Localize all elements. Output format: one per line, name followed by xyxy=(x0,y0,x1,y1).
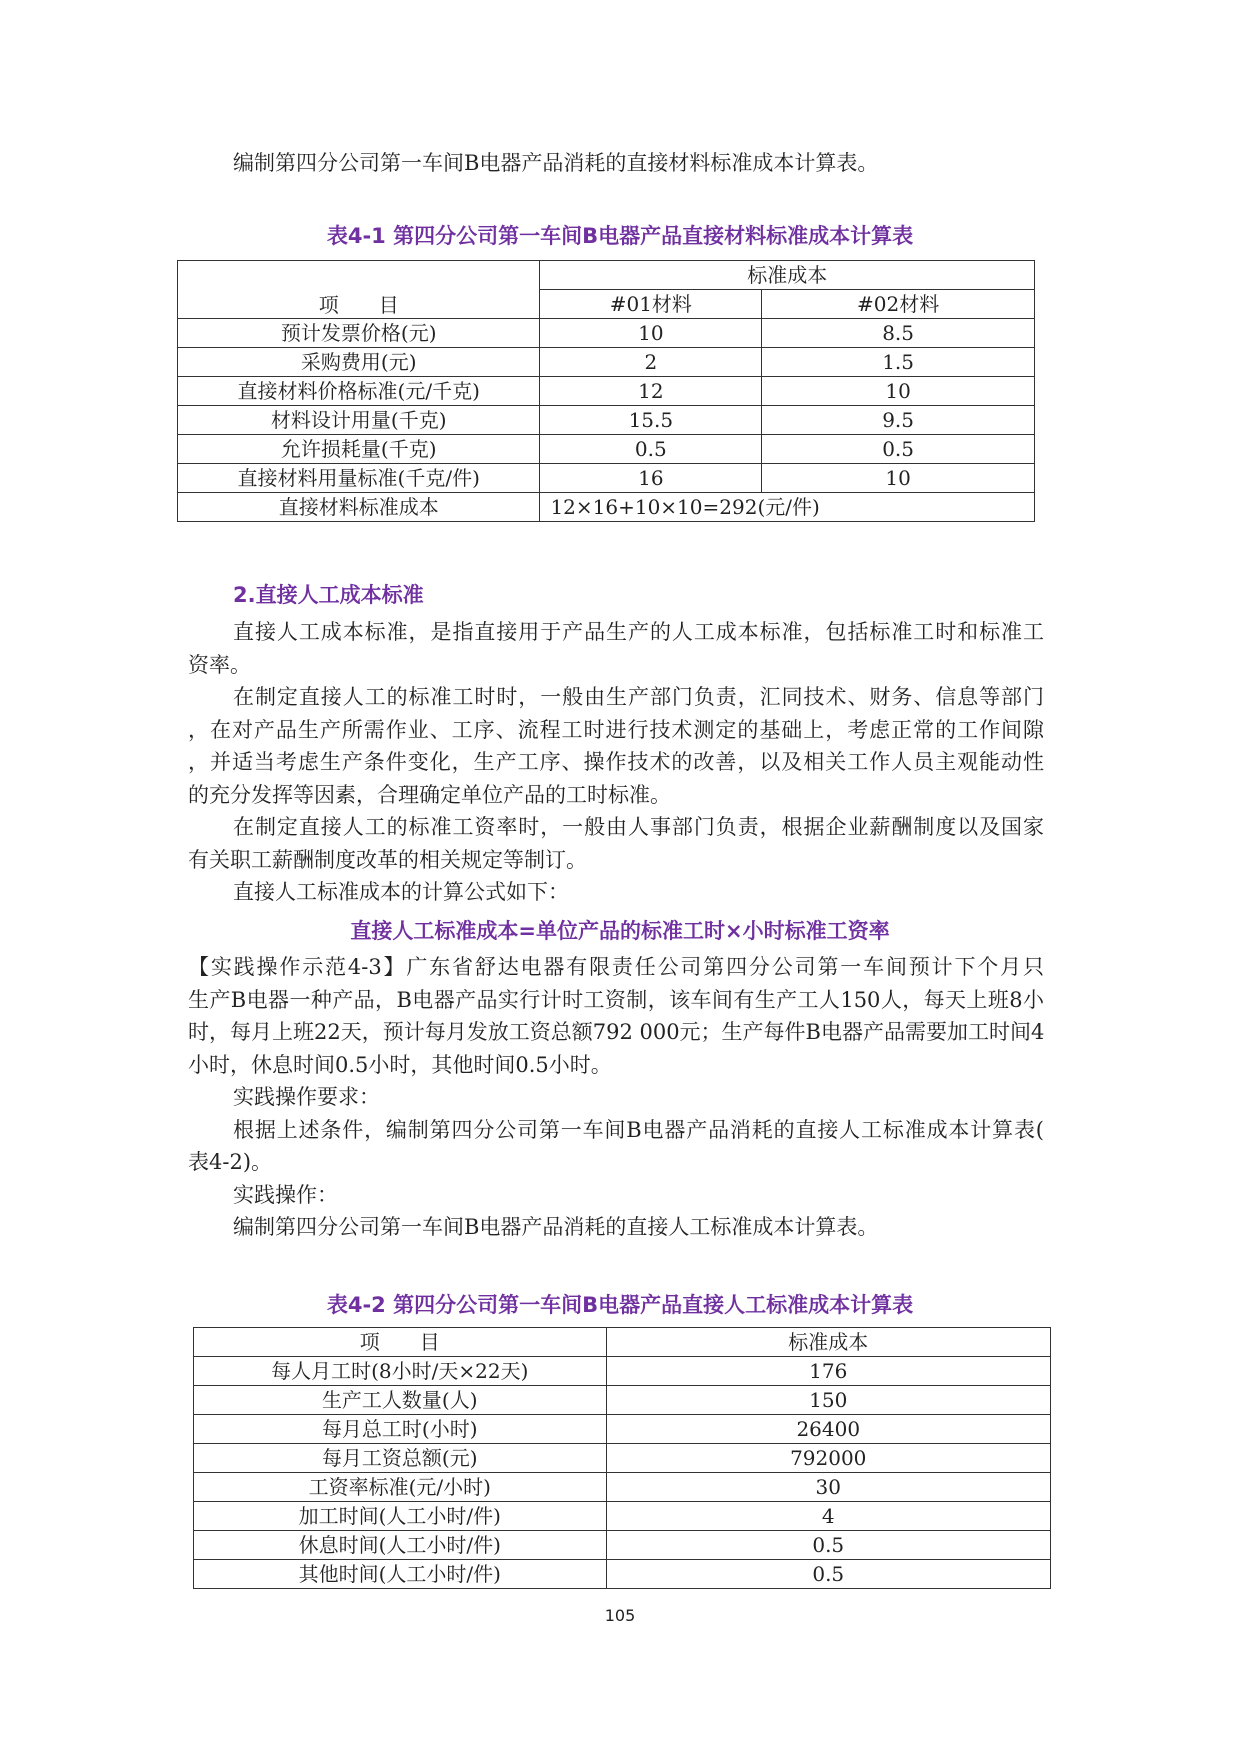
cell-value: 26400 xyxy=(606,1415,1051,1444)
header-group: 标准成本 xyxy=(540,261,1035,290)
header-item: 项 目 xyxy=(194,1328,607,1357)
table-row xyxy=(194,1444,1051,1473)
cell-v2: 10 xyxy=(762,377,1035,406)
cell-v1: 16 xyxy=(540,464,762,493)
section-heading: 2.直接人工成本标准 xyxy=(233,583,424,607)
cell-value: 150 xyxy=(606,1386,1051,1415)
cell-label: 材料设计用量(千克) xyxy=(178,406,540,435)
table-row xyxy=(178,348,1035,377)
header-col2: #02材料 xyxy=(762,290,1035,319)
paragraph-line: 生产B电器一种产品，B电器产品实行计时工资制，该车间有生产工人150人，每天上班8小 xyxy=(188,987,1044,1012)
cell-v2: 0.5 xyxy=(762,435,1035,464)
page-number: 105 xyxy=(604,1606,636,1625)
header-col1: #01材料 xyxy=(540,290,762,319)
paragraph-line: 在制定直接人工的标准工时时，一般由生产部门负责，汇同技术、财务、信息等部门 xyxy=(233,685,1044,709)
paragraph-line: ，在对产品生产所需作业、工序、流程工时进行技术测定的基础上，考虑正常的工作间隙 xyxy=(188,717,1044,742)
cell-label: 预计发票价格(元) xyxy=(178,319,540,348)
cell-value: 4 xyxy=(606,1502,1051,1531)
cell-label: 工资率标准(元/小时) xyxy=(194,1473,607,1502)
cell-v1: 15.5 xyxy=(540,406,762,435)
cell-label: 每月工资总额(元) xyxy=(194,1444,607,1473)
cell-value: 792000 xyxy=(606,1444,1051,1473)
header-item: 项 目 xyxy=(178,261,540,319)
paragraph-line: 实践操作要求： xyxy=(233,1085,380,1109)
table2 xyxy=(193,1327,1051,1589)
cell-label: 生产工人数量(人) xyxy=(194,1386,607,1415)
cell-v2: 8.5 xyxy=(762,319,1035,348)
cell-label: 每人月工时(8小时/天×22天) xyxy=(194,1357,607,1386)
table-row xyxy=(194,1560,1051,1589)
table-row xyxy=(178,377,1035,406)
paragraph-line: 在制定直接人工的标准工资率时，一般由人事部门负责，根据企业薪酬制度以及国家 xyxy=(233,815,1044,839)
paragraph-line: 有关职工薪酬制度改革的相关规定等制订。 xyxy=(188,847,587,872)
table-row xyxy=(194,1415,1051,1444)
intro-line: 编制第四分公司第一车间B电器产品消耗的直接材料标准成本计算表。 xyxy=(233,151,879,175)
formula: 直接人工标准成本=单位产品的标准工时×小时标准工资率 xyxy=(350,919,890,943)
table-row xyxy=(194,1531,1051,1560)
table-row xyxy=(194,1502,1051,1531)
cell-label: 直接材料价格标准(元/千克) xyxy=(178,377,540,406)
paragraph-line: 的充分发挥等因素，合理确定单位产品的工时标准。 xyxy=(188,782,671,807)
table-row xyxy=(178,493,1035,522)
paragraph-line: 【实践操作示范4-3】广东省舒达电器有限责任公司第四分公司第一车间预计下个月只 xyxy=(188,955,1044,979)
cell-value: 176 xyxy=(606,1357,1051,1386)
cell-v1: 10 xyxy=(540,319,762,348)
cell-label: 采购费用(元) xyxy=(178,348,540,377)
paragraph-line: 编制第四分公司第一车间B电器产品消耗的直接人工标准成本计算表。 xyxy=(233,1215,879,1239)
table-row xyxy=(178,261,1035,290)
paragraph-line: 资率。 xyxy=(188,652,251,677)
cell-label: 每月总工时(小时) xyxy=(194,1415,607,1444)
cell-v1: 2 xyxy=(540,348,762,377)
cell-v2: 10 xyxy=(762,464,1035,493)
table1-title: 表4-1 第四分公司第一车间B电器产品直接材料标准成本计算表 xyxy=(326,224,914,248)
paragraph-line: 表4-2)。 xyxy=(188,1150,273,1174)
total-value: 12×16+10×10=292(元/件) xyxy=(540,493,1035,522)
table-row xyxy=(194,1357,1051,1386)
cell-value: 0.5 xyxy=(606,1531,1051,1560)
paragraph-line: 小时，休息时间0.5小时，其他时间0.5小时。 xyxy=(188,1052,612,1077)
total-label: 直接材料标准成本 xyxy=(178,493,540,522)
table-row xyxy=(178,464,1035,493)
cell-label: 其他时间(人工小时/件) xyxy=(194,1560,607,1589)
table2-title: 表4-2 第四分公司第一车间B电器产品直接人工标准成本计算表 xyxy=(326,1293,914,1317)
table-row xyxy=(194,1328,1051,1357)
table-row xyxy=(178,406,1035,435)
cell-v1: 0.5 xyxy=(540,435,762,464)
paragraph-line: 直接人工标准成本的计算公式如下： xyxy=(233,880,569,904)
table-row xyxy=(178,435,1035,464)
cell-label: 直接材料用量标准(千克/件) xyxy=(178,464,540,493)
header-value: 标准成本 xyxy=(606,1328,1051,1357)
paragraph-line: 实践操作： xyxy=(233,1182,338,1207)
cell-v2: 9.5 xyxy=(762,406,1035,435)
cell-value: 30 xyxy=(606,1473,1051,1502)
cell-value: 0.5 xyxy=(606,1560,1051,1589)
cell-label: 加工时间(人工小时/件) xyxy=(194,1502,607,1531)
table1 xyxy=(177,260,1035,522)
cell-label: 允许损耗量(千克) xyxy=(178,435,540,464)
paragraph-line: ，并适当考虑生产条件变化，生产工序、操作技术的改善，以及相关工作人员主观能动性 xyxy=(188,750,1044,774)
paragraph-line: 时，每月上班22天，预计每月发放工资总额792 000元；生产每件B电器产品需要加工时间4 xyxy=(188,1020,1045,1044)
paragraph-line: 根据上述条件，编制第四分公司第一车间B电器产品消耗的直接人工标准成本计算表( xyxy=(233,1117,1044,1142)
cell-v1: 12 xyxy=(540,377,762,406)
cell-v2: 1.5 xyxy=(762,348,1035,377)
table-row xyxy=(194,1386,1051,1415)
cell-label: 休息时间(人工小时/件) xyxy=(194,1531,607,1560)
table-row xyxy=(178,319,1035,348)
table-row xyxy=(194,1473,1051,1502)
paragraph-line: 直接人工成本标准，是指直接用于产品生产的人工成本标准，包括标准工时和标准工 xyxy=(233,620,1044,644)
